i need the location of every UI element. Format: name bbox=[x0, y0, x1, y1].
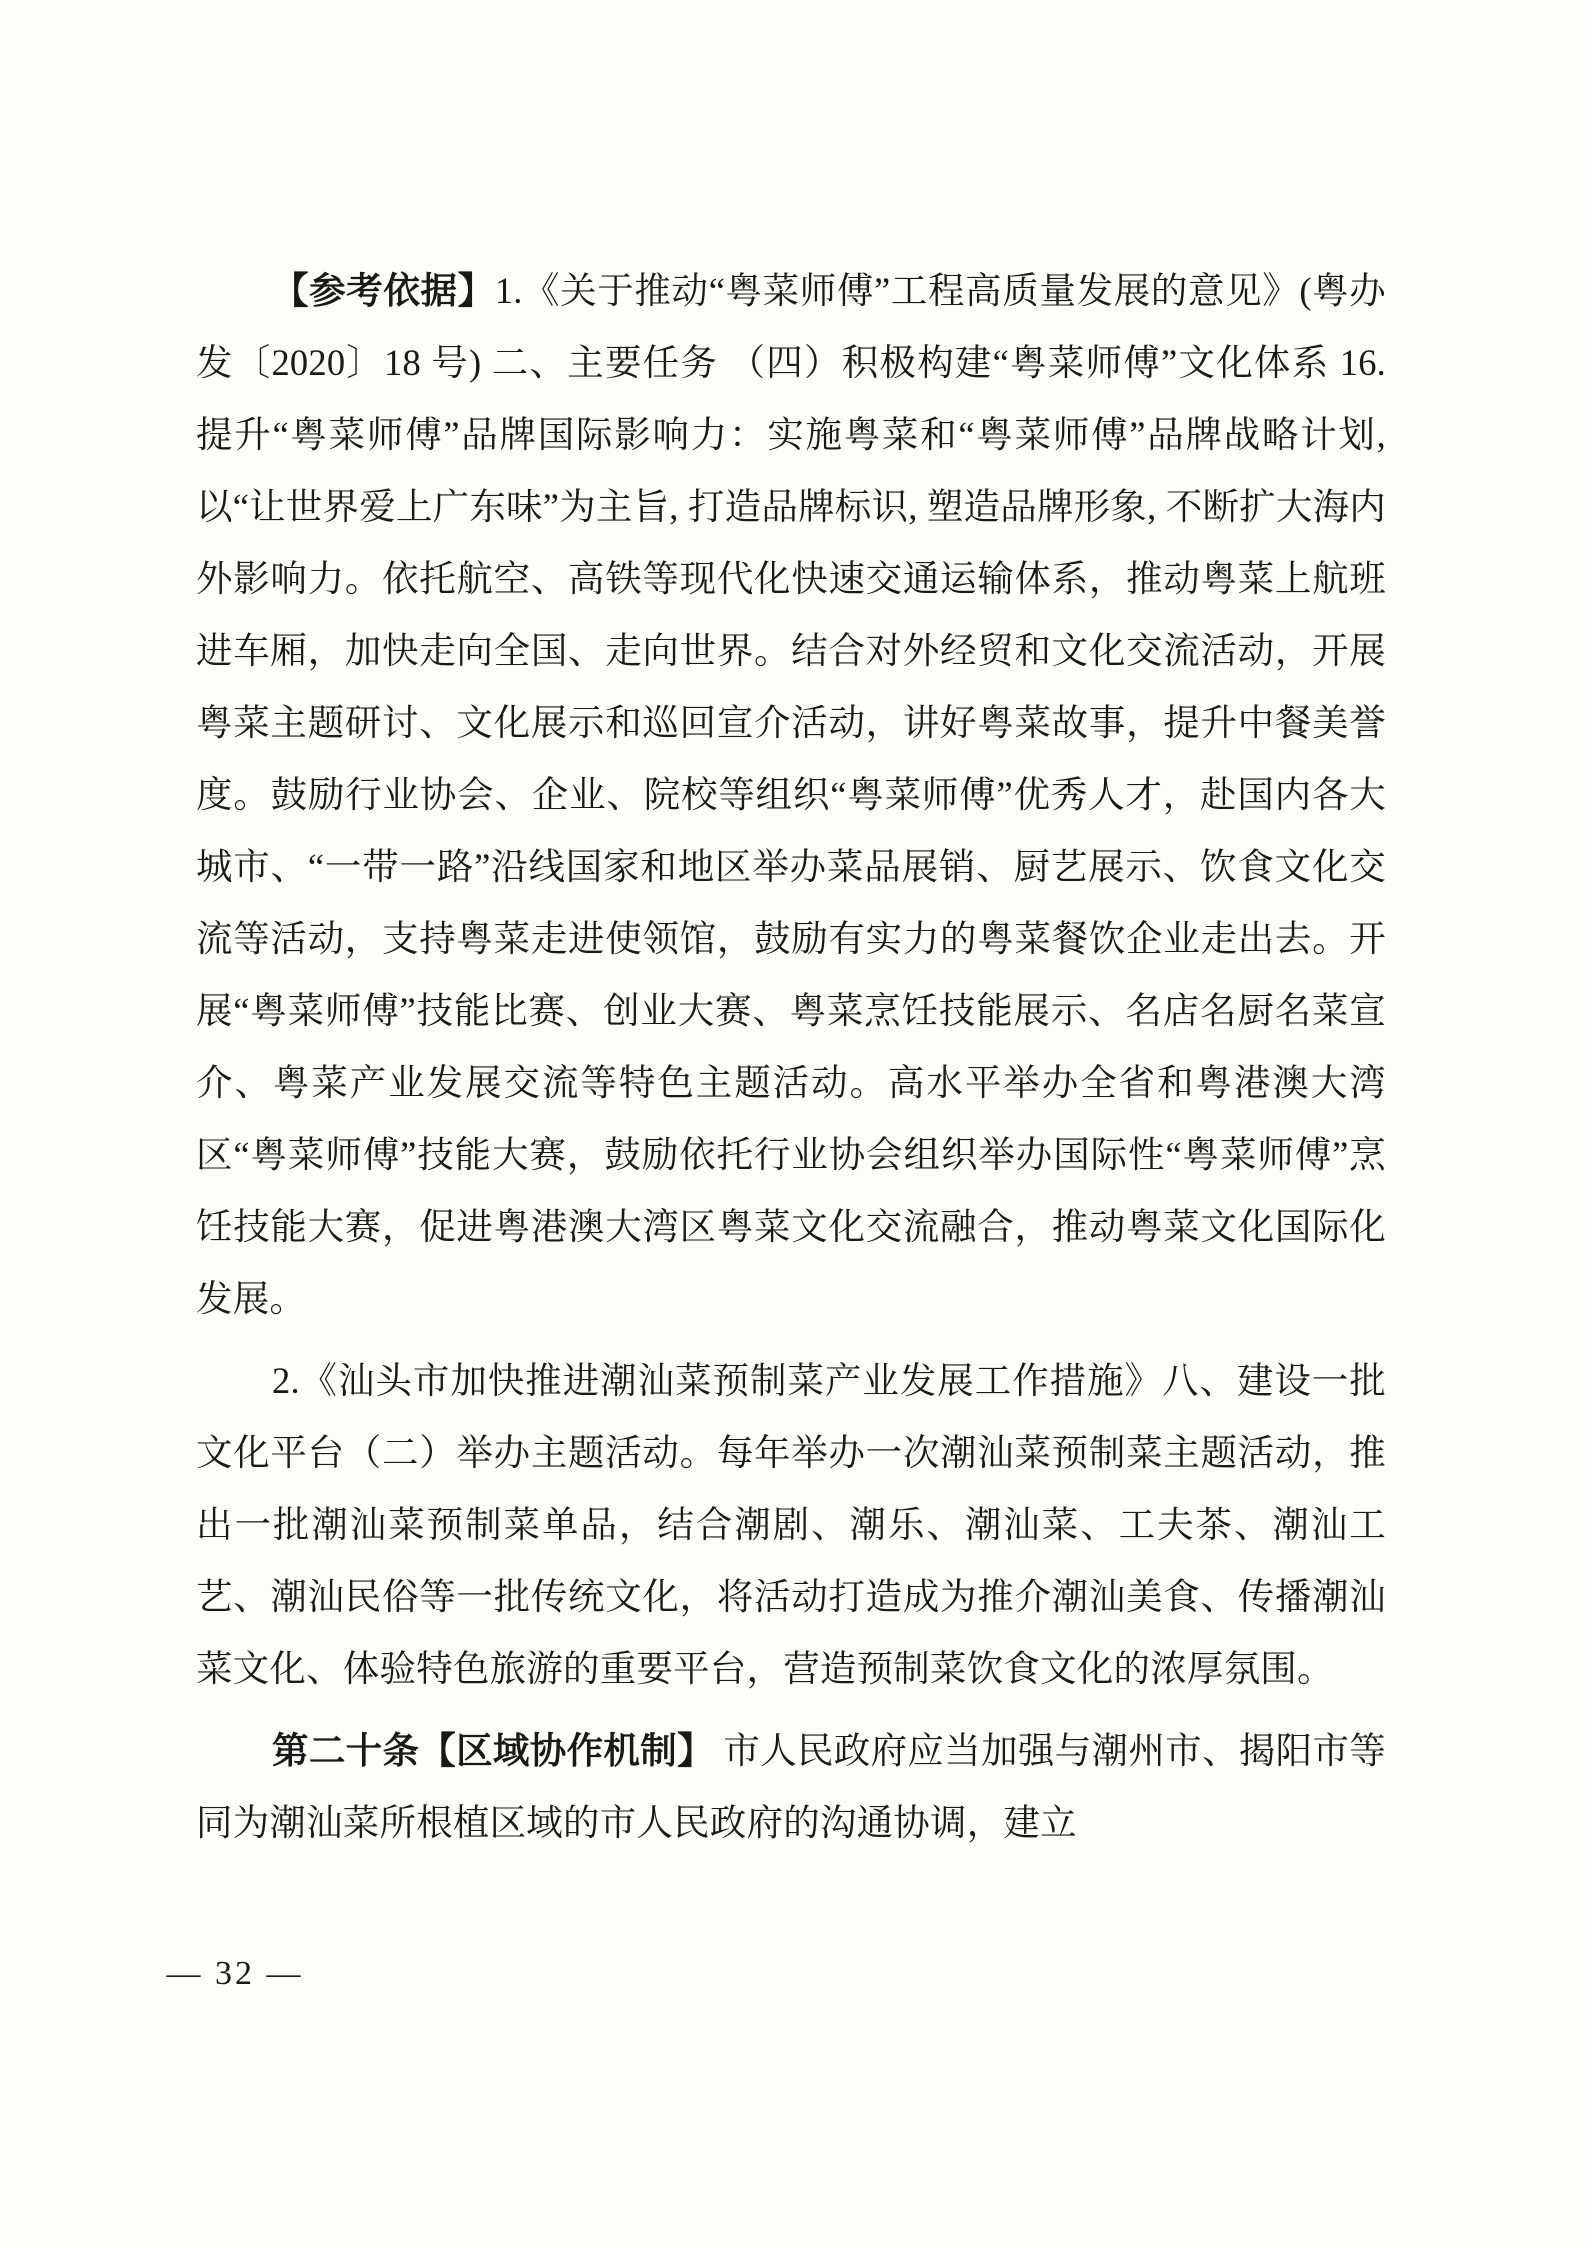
paragraph-reference-item-2 bbox=[196, 1345, 1386, 1705]
paragraph-article-twenty bbox=[196, 1715, 1386, 1859]
paragraph-text: 2.《汕头市加快推进潮汕菜预制菜产业发展工作措施》八、建设一批文化平台（二）举办主题活动。每年举办一次潮汕菜预制菜主题活动，推出一批潮汕菜预制菜单品，结合潮剧、潮乐、潮汕菜、工夫茶、潮汕工艺、潮汕民俗等一批传统文化，将活动打造成为推介潮汕美食、传播潮汕菜文化、体验特色旅游的重要平台，营造预制菜饮食文化的浓厚氛围。 bbox=[196, 1360, 1386, 1689]
article-heading-label: 第二十条【区域协作机制】 bbox=[272, 1730, 714, 1771]
page-number: — 32 — bbox=[166, 1955, 304, 1992]
paragraph-lead-label: 【参考依据】 bbox=[272, 270, 495, 311]
paragraph-text: 市人民政府应当加强与潮州市、揭阳市等同为潮汕菜所根植区域的市人民政府的沟通协调，建立 bbox=[196, 1730, 1386, 1843]
paragraph-text: 1.《关于推动“粤菜师傅”工程高质量发展的意见》(粤办发〔2020〕18 号) 二、主要任务 （四）积极构建“粤菜师傅”文化体系 16.提升“粤菜师傅”品牌国际影响力：实施粤菜和“粤菜师傅”品牌战略计划, 以“让世界爱上广东味”为主旨, 打造品牌标识, 塑造品牌形象, 不断扩大海内外影响力。依托航空、高铁等现代化快速交通运输体系，推动粤菜上航班进车厢，加快走向全国、走向世界。结合对外经贸和文化交流活动，开展粤菜主题研讨、文化展示和巡回宣介活动，讲好粤菜故事，提升中餐美誉度。鼓励行业协会、企业、院校等组织“粤菜师傅”优秀人才，赴国内各大城市、“一带一路”沿线国家和地区举办菜品展销、厨艺展示、饮食文化交流等活动，支持粤菜走进使领馆，鼓励有实力的粤菜餐饮企业走出去。开展“粤菜师傅”技能比赛、创业大赛、粤菜烹饪技能展示、名店名厨名菜宣介、粤菜产业发展交流等特色主题活动。高水平举办全省和粤港澳大湾区“粤菜师傅”技能大赛，鼓励依托行业协会组织举办国际性“粤菜师傅”烹饪技能大赛，促进粤港澳大湾区粤菜文化交流融合，推动粤菜文化国际化发展。 bbox=[196, 270, 1386, 1319]
document-body bbox=[196, 255, 1386, 1859]
paragraph-reference-basis bbox=[196, 255, 1386, 1335]
